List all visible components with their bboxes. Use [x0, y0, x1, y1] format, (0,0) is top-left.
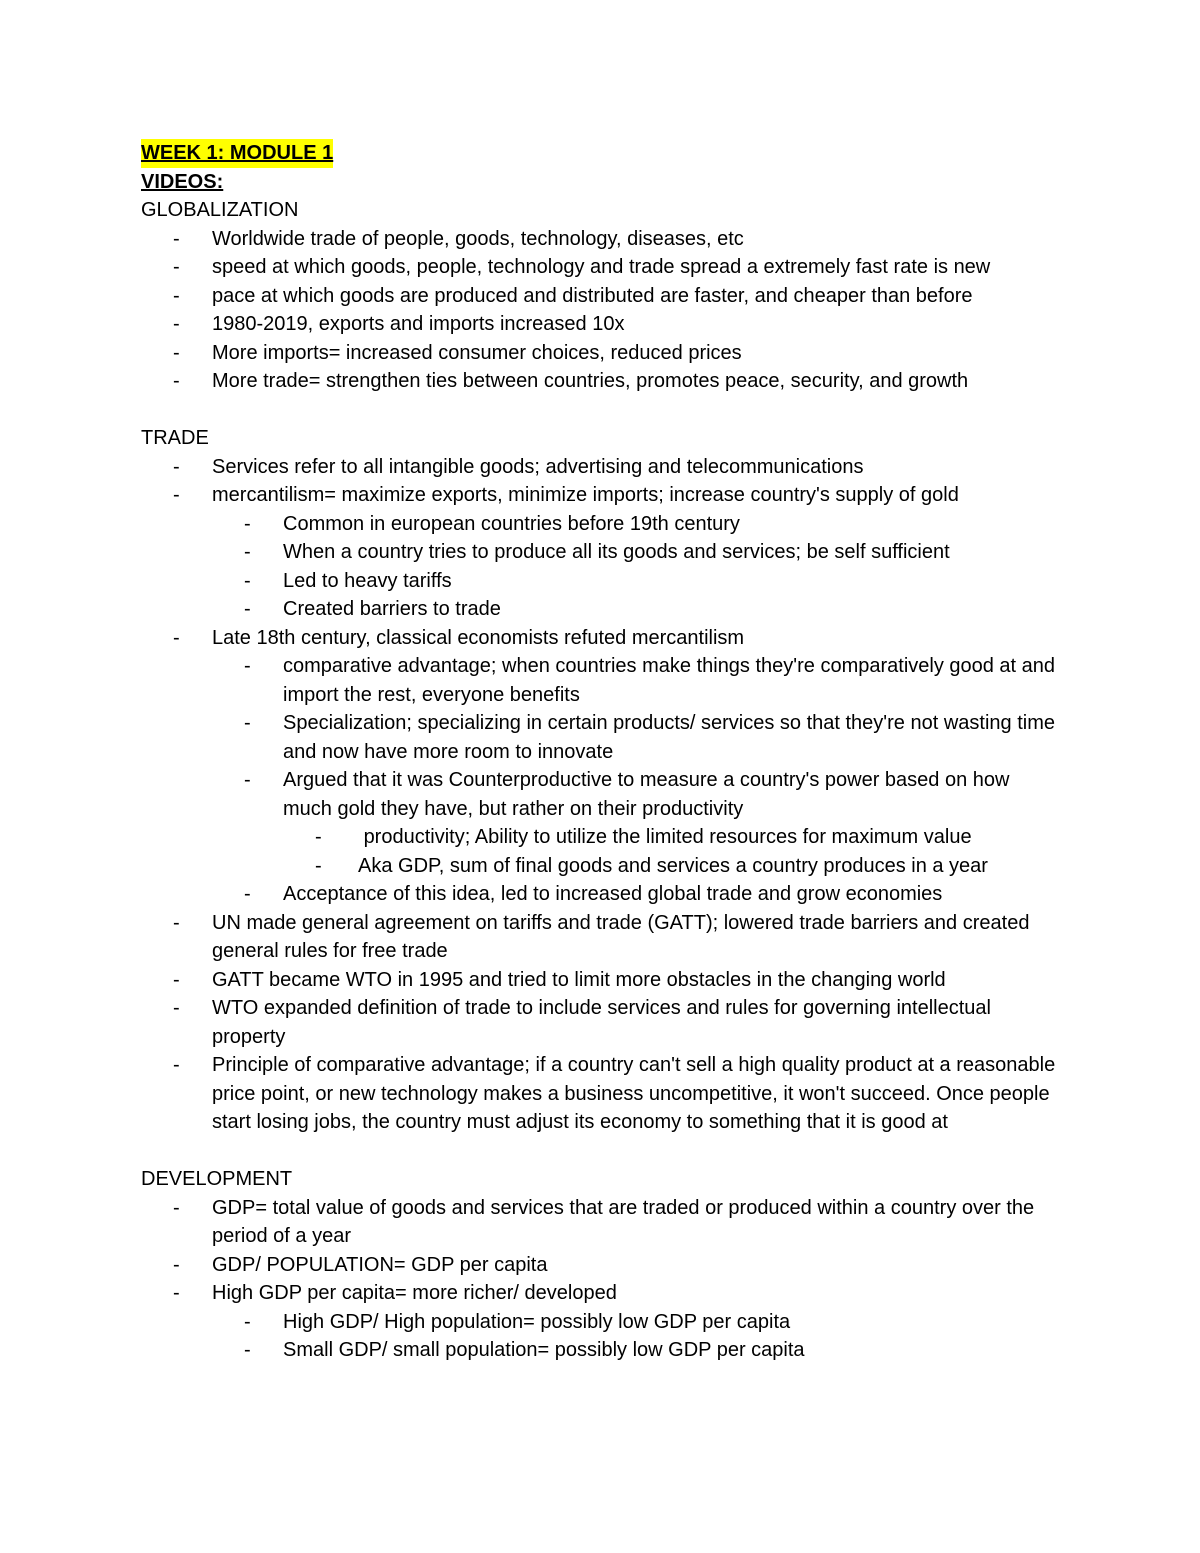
- section-heading: TRADE: [141, 427, 209, 449]
- list-item-text: Principle of comparative advantage; if a country can't sell a high quality product at a reasonable price point, or new technology makes a business uncompetitive, it won't succeed. Once people start losing jobs, the country must adjust its economy to something that it is good at: [212, 1054, 1061, 1133]
- list-item: [141, 567, 1061, 596]
- list-item-text: Acceptance of this idea, led to increased global trade and grow economies: [283, 883, 943, 905]
- videos-label-line: [141, 168, 1061, 197]
- bullet-dash-icon: -: [173, 256, 180, 278]
- bullet-dash-icon: -: [173, 284, 180, 307]
- list-item-text: GDP/ POPULATION= GDP per capita: [212, 1253, 548, 1276]
- bullet-dash-icon: -: [244, 569, 251, 592]
- bullet-dash-icon: -: [173, 911, 180, 934]
- bullet-dash-icon: -: [244, 1310, 251, 1333]
- list-item-text: WTO expanded definition of trade to include services and rules for governing intellectual property: [212, 997, 997, 1048]
- list-item-text: productivity; Ability to utilize the limited resources for maximum value: [358, 826, 972, 848]
- list-item-text: Services refer to all intangible goods; advertising and telecommunications: [212, 455, 864, 478]
- list-item: [141, 1308, 1061, 1337]
- list-item-text: Late 18th century, classical economists refuted mercantilism: [212, 626, 745, 649]
- list-item: [141, 1336, 1061, 1365]
- list-item-text: Small GDP/ small population= possibly low GDP per capita: [283, 1339, 805, 1361]
- list-item-text: Led to heavy tariffs: [283, 569, 452, 592]
- list-item: [141, 766, 1061, 823]
- list-item: [141, 994, 1061, 1051]
- list-item-text: speed at which goods, people, technology and trade spread a extremely fast rate is new: [212, 256, 991, 278]
- section-spacer: [141, 1137, 1061, 1166]
- list-item-text: mercantilism= maximize exports, minimize imports; increase country's supply of gold: [212, 484, 959, 506]
- bullet-dash-icon: -: [173, 455, 180, 478]
- bullet-dash-icon: -: [244, 655, 251, 677]
- bullet-list: [141, 453, 1061, 1137]
- bullet-dash-icon: -: [244, 712, 251, 734]
- list-item: [141, 310, 1061, 339]
- bullet-dash-icon: -: [173, 370, 180, 392]
- list-item: [141, 709, 1061, 766]
- list-item: [141, 253, 1061, 282]
- bullet-dash-icon: -: [173, 313, 180, 335]
- list-item: [141, 1251, 1061, 1280]
- list-item-text: Worldwide trade of people, goods, technology, diseases, etc: [212, 227, 744, 250]
- bullet-dash-icon: -: [315, 854, 322, 877]
- section-trade: [141, 424, 1061, 1137]
- list-item: [141, 481, 1061, 510]
- list-item: [141, 510, 1061, 539]
- list-item-text: GDP= total value of goods and services that are traded or produced within a country over the period of a year: [212, 1196, 1040, 1247]
- bullet-dash-icon: -: [173, 484, 180, 506]
- bullet-dash-icon: -: [173, 1282, 180, 1304]
- list-item: [141, 624, 1061, 653]
- week-title: WEEK 1: MODULE 1: [141, 139, 333, 168]
- list-item: [141, 1194, 1061, 1251]
- section-heading: DEVELOPMENT: [141, 1168, 293, 1190]
- list-item-text: High GDP/ High population= possibly low GDP per capita: [283, 1310, 791, 1333]
- list-item: [141, 367, 1061, 396]
- list-item: [141, 1279, 1061, 1308]
- bullet-dash-icon: -: [315, 826, 322, 848]
- list-item: [141, 225, 1061, 254]
- videos-label: VIDEOS:: [141, 170, 224, 193]
- list-item: [141, 538, 1061, 567]
- sections-container: [141, 196, 1061, 1365]
- list-item-text: Argued that it was Counterproductive to measure a country's power based on how much gold they have, but rather on their productivity: [283, 769, 1016, 820]
- list-item-text: Specialization; specializing in certain products/ services so that they're not wasting time and now have more room to innovate: [283, 712, 1061, 763]
- list-item-text: More trade= strengthen ties between countries, promotes peace, security, and growth: [212, 370, 969, 392]
- bullet-dash-icon: -: [244, 769, 251, 791]
- list-item: [141, 1051, 1061, 1137]
- section-development: [141, 1165, 1061, 1365]
- list-item: [141, 652, 1061, 709]
- list-item-text: Created barriers to trade: [283, 598, 501, 620]
- bullet-dash-icon: -: [173, 626, 180, 649]
- section-globalization: [141, 196, 1061, 396]
- list-item: [141, 966, 1061, 995]
- bullet-dash-icon: -: [173, 1054, 180, 1076]
- bullet-dash-icon: -: [173, 1253, 180, 1276]
- bullet-dash-icon: -: [173, 341, 180, 364]
- section-spacer: [141, 396, 1061, 425]
- bullet-dash-icon: -: [244, 512, 251, 535]
- list-item: [141, 453, 1061, 482]
- list-item: [141, 595, 1061, 624]
- bullet-dash-icon: -: [244, 541, 251, 563]
- bullet-dash-icon: -: [244, 883, 251, 905]
- list-item-text: UN made general agreement on tariffs and trade (GATT); lowered trade barriers and created general rules for free trade: [212, 911, 1036, 962]
- list-item-text: Aka GDP, sum of final goods and services a country produces in a year: [358, 854, 988, 877]
- section-heading: GLOBALIZATION: [141, 199, 299, 221]
- list-item-text: pace at which goods are produced and distributed are faster, and cheaper than before: [212, 284, 973, 307]
- list-item-text: When a country tries to produce all its goods and services; be self sufficient: [283, 541, 950, 563]
- bullet-dash-icon: -: [173, 1196, 180, 1219]
- list-item: [141, 339, 1061, 368]
- bullet-list: [141, 1194, 1061, 1365]
- list-item: [141, 909, 1061, 966]
- list-item: [141, 880, 1061, 909]
- list-item-text: High GDP per capita= more richer/ developed: [212, 1282, 617, 1304]
- list-item-text: 1980-2019, exports and imports increased 10x: [212, 313, 625, 335]
- bullet-dash-icon: -: [244, 598, 251, 620]
- list-item: [141, 282, 1061, 311]
- bullet-list: [141, 225, 1061, 396]
- bullet-dash-icon: -: [173, 227, 180, 250]
- list-item-text: Common in european countries before 19th century: [283, 512, 740, 535]
- list-item-text: GATT became WTO in 1995 and tried to limit more obstacles in the changing world: [212, 968, 946, 991]
- notes-content: [141, 139, 1061, 1365]
- list-item: [141, 852, 1061, 881]
- list-item-text: More imports= increased consumer choices, reduced prices: [212, 341, 742, 364]
- list-item-text: comparative advantage; when countries make things they're comparatively good at and import the rest, everyone benefits: [283, 655, 1061, 706]
- bullet-dash-icon: -: [244, 1339, 251, 1361]
- bullet-dash-icon: -: [173, 997, 180, 1019]
- week-title-line: [141, 139, 1061, 168]
- bullet-dash-icon: -: [173, 968, 180, 991]
- list-item: [141, 823, 1061, 852]
